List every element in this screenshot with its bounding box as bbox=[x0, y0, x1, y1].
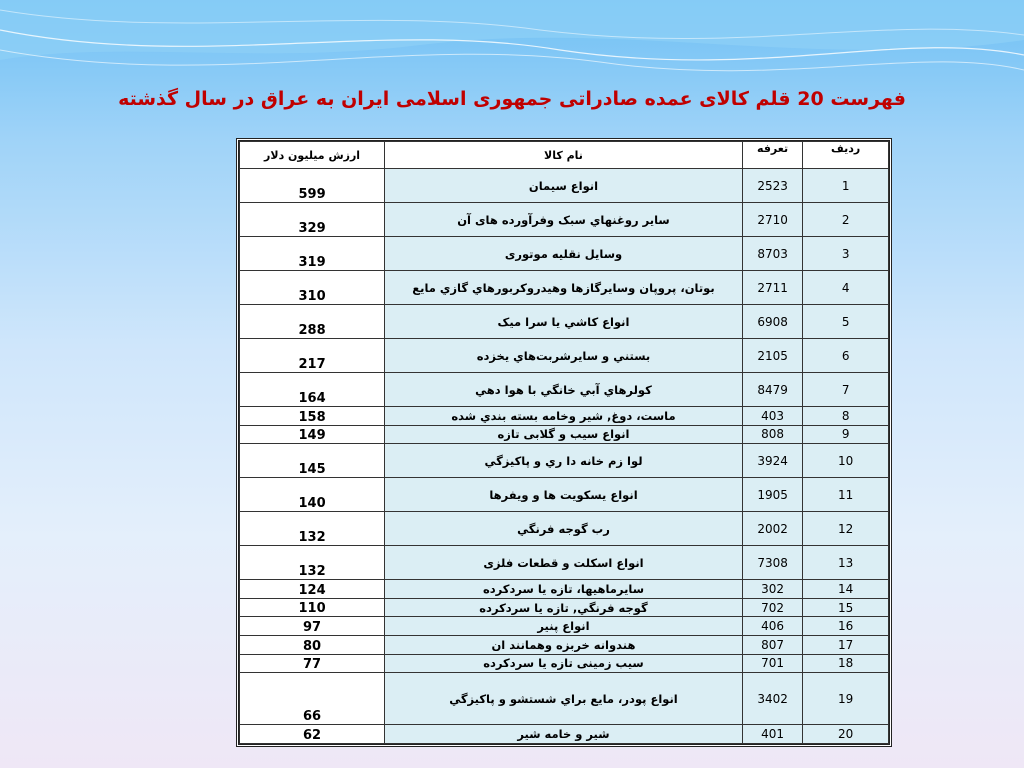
name-cell: سيب زمينی تازه يا سردكرده bbox=[385, 654, 743, 673]
tariff-cell: 406 bbox=[742, 617, 802, 636]
tariff-cell: 3402 bbox=[742, 673, 802, 725]
name-cell: انواع سيمان bbox=[385, 169, 743, 203]
index-cell: 19 bbox=[803, 673, 889, 725]
tariff-cell: 6908 bbox=[742, 305, 802, 339]
value-cell: 66 bbox=[240, 673, 385, 725]
tariff-cell: 807 bbox=[742, 635, 802, 654]
name-cell: انواع يسكويت ها و ويفرها bbox=[385, 478, 743, 512]
value-cell: 80 bbox=[240, 635, 385, 654]
table-row bbox=[240, 237, 889, 271]
table-row bbox=[240, 654, 889, 673]
name-cell: انواع سيب و گلابی تازه bbox=[385, 425, 743, 444]
table-row bbox=[240, 673, 889, 725]
name-cell: انواع پودر، مايع براي شستشو و پاكيزگي bbox=[385, 673, 743, 725]
name-cell: انواع كاشي يا سرا میک bbox=[385, 305, 743, 339]
tariff-cell: 2523 bbox=[742, 169, 802, 203]
value-cell: 132 bbox=[240, 546, 385, 580]
index-cell: 4 bbox=[803, 271, 889, 305]
index-cell: 11 bbox=[803, 478, 889, 512]
table-row bbox=[240, 512, 889, 546]
index-cell: 14 bbox=[803, 580, 889, 599]
tariff-cell: 2710 bbox=[742, 203, 802, 237]
tariff-cell: 401 bbox=[742, 725, 802, 744]
table-row bbox=[240, 407, 889, 426]
header-tariff: تعرفه bbox=[742, 142, 802, 169]
index-cell: 7 bbox=[803, 373, 889, 407]
name-cell: هندوانه خربزه وهمانند ان bbox=[385, 635, 743, 654]
tariff-cell: 702 bbox=[742, 598, 802, 617]
table-row bbox=[240, 373, 889, 407]
index-cell: 3 bbox=[803, 237, 889, 271]
header-index: رديف bbox=[803, 142, 889, 169]
tariff-cell: 2105 bbox=[742, 339, 802, 373]
name-cell: رب گوجه فرنگي bbox=[385, 512, 743, 546]
value-cell: 310 bbox=[240, 271, 385, 305]
name-cell: بستني و سايرشربت‌هاي يخزده bbox=[385, 339, 743, 373]
value-cell: 288 bbox=[240, 305, 385, 339]
index-cell: 20 bbox=[803, 725, 889, 744]
value-cell: 97 bbox=[240, 617, 385, 636]
table-row bbox=[240, 203, 889, 237]
tariff-cell: 8479 bbox=[742, 373, 802, 407]
index-cell: 6 bbox=[803, 339, 889, 373]
name-cell: ماست، دوغ, شير وخامه بسته بندي شده bbox=[385, 407, 743, 426]
index-cell: 9 bbox=[803, 425, 889, 444]
value-cell: 329 bbox=[240, 203, 385, 237]
exports-table bbox=[236, 138, 892, 747]
header-name: نام كالا bbox=[385, 142, 743, 169]
value-cell: 149 bbox=[240, 425, 385, 444]
value-cell: 110 bbox=[240, 598, 385, 617]
index-cell: 2 bbox=[803, 203, 889, 237]
value-cell: 158 bbox=[240, 407, 385, 426]
index-cell: 18 bbox=[803, 654, 889, 673]
table-row bbox=[240, 478, 889, 512]
table-row bbox=[240, 580, 889, 599]
name-cell: كولرهاي آبي خانگي با هوا دهي bbox=[385, 373, 743, 407]
tariff-cell: 3924 bbox=[742, 444, 802, 478]
header-value: ارزش میلیون دلار bbox=[240, 142, 385, 169]
name-cell: وسايل نقليه موتوری bbox=[385, 237, 743, 271]
index-cell: 17 bbox=[803, 635, 889, 654]
table-row bbox=[240, 617, 889, 636]
value-cell: 599 bbox=[240, 169, 385, 203]
index-cell: 13 bbox=[803, 546, 889, 580]
index-cell: 12 bbox=[803, 512, 889, 546]
name-cell: انواع پنير bbox=[385, 617, 743, 636]
tariff-cell: 808 bbox=[742, 425, 802, 444]
table-row bbox=[240, 444, 889, 478]
table-row bbox=[240, 271, 889, 305]
table-row bbox=[240, 725, 889, 744]
index-cell: 16 bbox=[803, 617, 889, 636]
index-cell: 8 bbox=[803, 407, 889, 426]
tariff-cell: 2711 bbox=[742, 271, 802, 305]
decorative-wave-background bbox=[0, 0, 1024, 130]
name-cell: انواع اسكلت و قطعات فلزی bbox=[385, 546, 743, 580]
index-cell: 5 bbox=[803, 305, 889, 339]
value-cell: 62 bbox=[240, 725, 385, 744]
table-row bbox=[240, 635, 889, 654]
index-cell: 15 bbox=[803, 598, 889, 617]
value-cell: 145 bbox=[240, 444, 385, 478]
value-cell: 319 bbox=[240, 237, 385, 271]
tariff-cell: 2002 bbox=[742, 512, 802, 546]
value-cell: 132 bbox=[240, 512, 385, 546]
name-cell: گوجه فرنگي, تازه يا سردكرده bbox=[385, 598, 743, 617]
name-cell: سايرماهيها، تازه يا سردكرده bbox=[385, 580, 743, 599]
name-cell: شير و خامه شير bbox=[385, 725, 743, 744]
page-title: فهرست 20 قلم کالای عمده صادراتی جمهوری اسلامی ایران به عراق در سال گذشته bbox=[118, 88, 906, 110]
value-cell: 77 bbox=[240, 654, 385, 673]
value-cell: 140 bbox=[240, 478, 385, 512]
table-row bbox=[240, 169, 889, 203]
tariff-cell: 8703 bbox=[742, 237, 802, 271]
table-header-row bbox=[240, 142, 889, 169]
tariff-cell: 302 bbox=[742, 580, 802, 599]
value-cell: 217 bbox=[240, 339, 385, 373]
index-cell: 1 bbox=[803, 169, 889, 203]
name-cell: ساير روغنهاي سبک وفرآورده های آن bbox=[385, 203, 743, 237]
tariff-cell: 701 bbox=[742, 654, 802, 673]
value-cell: 164 bbox=[240, 373, 385, 407]
table-row bbox=[240, 598, 889, 617]
table-row bbox=[240, 425, 889, 444]
tariff-cell: 1905 bbox=[742, 478, 802, 512]
table-row bbox=[240, 305, 889, 339]
table-row bbox=[240, 546, 889, 580]
tariff-cell: 7308 bbox=[742, 546, 802, 580]
value-cell: 124 bbox=[240, 580, 385, 599]
name-cell: بوتان، پروپان وسايرگازها وهيدروكربورهاي گازي مايع bbox=[385, 271, 743, 305]
table-row bbox=[240, 339, 889, 373]
name-cell: لوا زم خانه دا ري و پاكيزگي bbox=[385, 444, 743, 478]
tariff-cell: 403 bbox=[742, 407, 802, 426]
index-cell: 10 bbox=[803, 444, 889, 478]
